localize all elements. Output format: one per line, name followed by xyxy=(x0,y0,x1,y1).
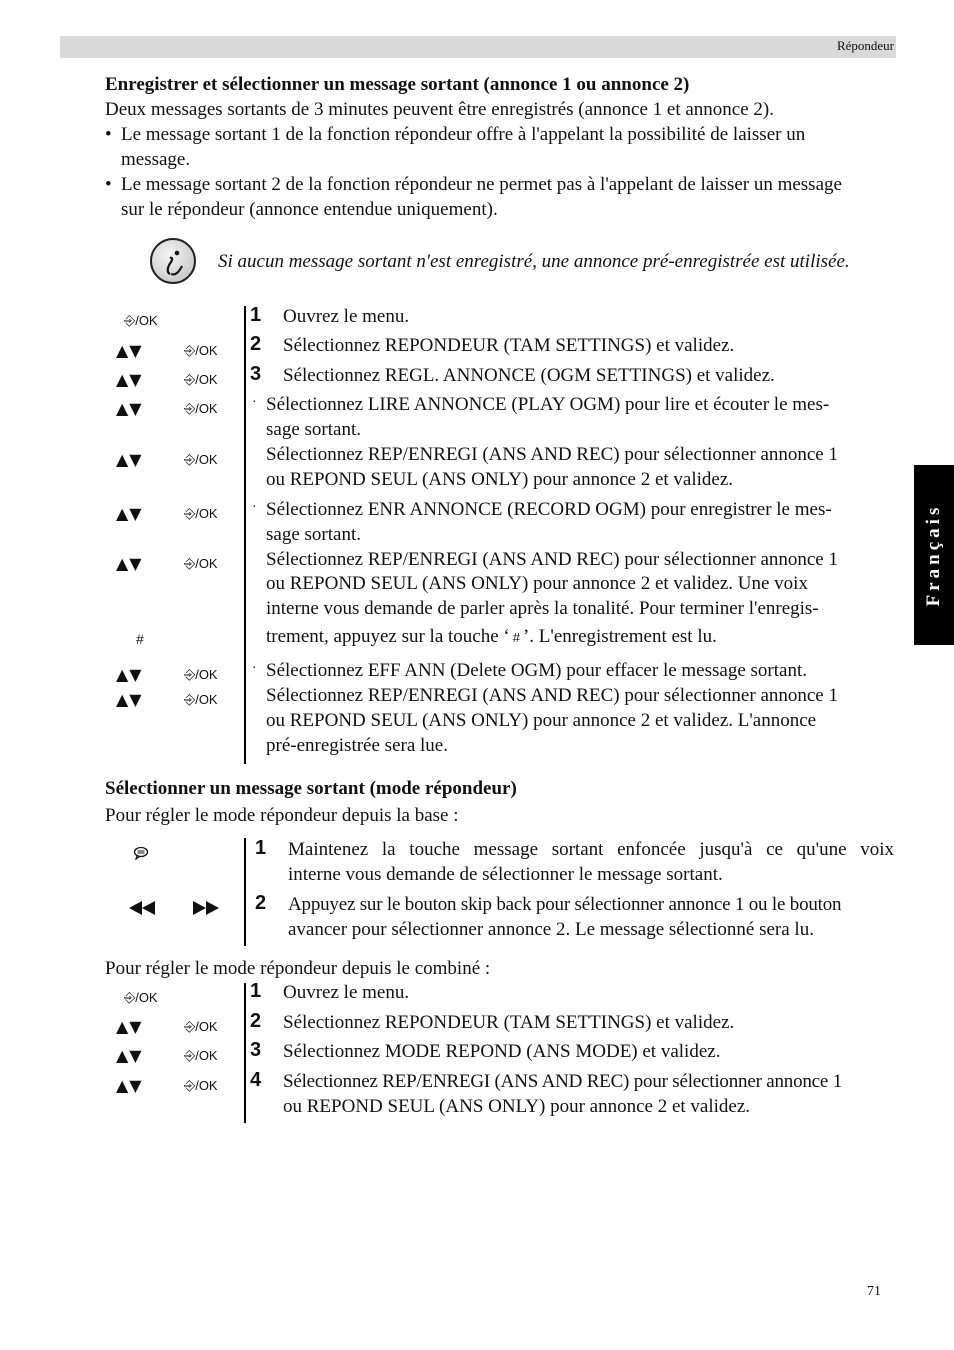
sub-text: Sélectionnez REP/ENREGI (ANS AND REC) pour sélectionner annonce 1 xyxy=(266,549,838,570)
step-text: Sélectionnez REGL. ANNONCE (OGM SETTINGS) et validez. xyxy=(283,365,775,386)
step-text: interne vous demande de sélectionner le message sortant. xyxy=(288,864,723,885)
ok-key-icon: ⎆/OK xyxy=(184,451,218,467)
ok-key-icon: ⎆/OK xyxy=(184,666,218,682)
ok-key-icon: ⎆/OK xyxy=(124,312,158,328)
up-down-arrows-icon: ▲▼ xyxy=(116,341,143,360)
section-intro: Deux messages sortants de 3 minutes peuvent être enregistrés (annonce 1 et annonce 2). xyxy=(105,99,774,120)
sub-text: Sélectionnez EFF ANN (Delete OGM) pour effacer le message sortant. xyxy=(266,660,807,681)
sub-text: Sélectionnez REP/ENREGI (ANS AND REC) pour sélectionner annonce 1 xyxy=(266,444,838,465)
step-divider xyxy=(244,838,246,946)
bullet-1-line-2: message. xyxy=(121,149,191,170)
step-text: Sélectionnez REP/ENREGI (ANS AND REC) pour sélectionner annonce 1 xyxy=(283,1071,842,1092)
up-down-arrows-icon: ▲▼ xyxy=(116,554,143,573)
ok-key-icon: ⎆/OK xyxy=(184,1047,218,1063)
language-tab-label: Français xyxy=(923,503,944,607)
sub-text: Sélectionnez LIRE ANNONCE (PLAY OGM) pour lire et écouter le mes- xyxy=(266,394,830,415)
hash-key-icon: # xyxy=(512,630,520,645)
header-title: Répondeur xyxy=(836,38,894,53)
step-number: 3 xyxy=(250,363,262,385)
step-divider xyxy=(244,306,246,764)
page-number: 71 xyxy=(867,1284,881,1299)
ok-key-icon: ⎆/OK xyxy=(184,505,218,521)
ok-key-icon: ⎆/OK xyxy=(184,342,218,358)
handset-intro: Pour régler le mode répondeur depuis le combiné : xyxy=(105,958,491,979)
sub-text: interne vous demande de parler après la tonalité. Pour terminer l'enregis- xyxy=(266,598,819,619)
forward-icon xyxy=(192,900,220,921)
step-text: ou REPOND SEUL (ANS ONLY) pour annonce 2 et validez. xyxy=(283,1096,751,1117)
step-divider xyxy=(244,983,246,1123)
header-bar xyxy=(60,36,896,58)
step-number: 4 xyxy=(250,1069,262,1091)
step-number: 1 xyxy=(255,837,267,859)
bullet-marker: • xyxy=(105,174,112,195)
sub-text: trement, appuyez sur la touche ‘ # ’. L'enregistrement est lu. xyxy=(266,626,717,647)
sub-text: Sélectionnez ENR ANNONCE (RECORD OGM) pour enregistrer le mes- xyxy=(266,499,832,520)
step-text: Maintenez la touche message sortant enfoncée jusqu'à ce qu'une voix xyxy=(288,839,894,860)
ok-key-icon: ⎆/OK xyxy=(184,400,218,416)
bullet-1-line-1: Le message sortant 1 de la fonction répondeur offre à l'appelant la possibilité de laisser un xyxy=(121,124,806,145)
step-number: 2 xyxy=(255,892,267,914)
sub-text: sage sortant. xyxy=(266,524,361,545)
rewind-icon xyxy=(128,900,156,921)
step-number: 2 xyxy=(250,333,262,355)
sub-bullet: · xyxy=(252,661,257,676)
step-text: Sélectionnez REPONDEUR (TAM SETTINGS) et validez. xyxy=(283,335,735,356)
step-text: Sélectionnez REPONDEUR (TAM SETTINGS) et validez. xyxy=(283,1012,735,1033)
up-down-arrows-icon: ▲▼ xyxy=(116,1046,143,1065)
sub-bullet: · xyxy=(252,500,257,515)
step-text: avancer pour sélectionner annonce 2. Le message sélectionné sera lu. xyxy=(288,919,814,940)
ok-key-icon: ⎆/OK xyxy=(184,1018,218,1034)
up-down-arrows-icon: ▲▼ xyxy=(116,1076,143,1095)
sub-text: Sélectionnez REP/ENREGI (ANS AND REC) pour sélectionner annonce 1 xyxy=(266,685,838,706)
up-down-arrows-icon: ▲▼ xyxy=(116,370,143,389)
up-down-arrows-icon: ▲▼ xyxy=(116,690,143,709)
up-down-arrows-icon: ▲▼ xyxy=(116,450,143,469)
ok-key-icon: ⎆/OK xyxy=(184,1077,218,1093)
bullet-marker: • xyxy=(105,124,112,145)
sub-text: ou REPOND SEUL (ANS ONLY) pour annonce 2 et validez. xyxy=(266,469,734,490)
step-number: 2 xyxy=(250,1010,262,1032)
note-text: Si aucun message sortant n'est enregistré, une annonce pré-enregistrée est utilisée. xyxy=(218,251,850,272)
step-text: Ouvrez le menu. xyxy=(283,982,410,1003)
ok-key-icon: ⎆/OK xyxy=(184,371,218,387)
sub-text: ou REPOND SEUL (ANS ONLY) pour annonce 2 et validez. Une voix xyxy=(266,573,808,594)
ok-key-icon: ⎆/OK xyxy=(184,555,218,571)
speech-bubble-icon xyxy=(133,846,149,865)
sub-text: ou REPOND SEUL (ANS ONLY) pour annonce 2 et validez. L'annonce xyxy=(266,710,817,731)
step-number: 3 xyxy=(250,1039,262,1061)
sub-text: sage sortant. xyxy=(266,419,361,440)
info-i-icon xyxy=(150,238,196,284)
hash-key-icon: # xyxy=(136,631,144,647)
sub-bullet: · xyxy=(252,395,257,410)
ok-key-icon: ⎆/OK xyxy=(184,691,218,707)
bullet-2-line-1: Le message sortant 2 de la fonction répondeur ne permet pas à l'appelant de laisser un message xyxy=(121,174,842,195)
ok-key-icon: ⎆/OK xyxy=(124,989,158,1005)
step-text: Appuyez sur le bouton skip back pour sélectionner annonce 1 ou le bouton xyxy=(288,894,842,915)
step-number: 1 xyxy=(250,980,262,1002)
up-down-arrows-icon: ▲▼ xyxy=(116,1017,143,1036)
bullet-2-line-2: sur le répondeur (annonce entendue uniquement). xyxy=(121,199,498,220)
base-intro: Pour régler le mode répondeur depuis la base : xyxy=(105,805,459,826)
language-tab xyxy=(914,465,954,645)
step-text: Ouvrez le menu. xyxy=(283,306,410,327)
up-down-arrows-icon: ▲▼ xyxy=(116,399,143,418)
up-down-arrows-icon: ▲▼ xyxy=(116,665,143,684)
step-number: 1 xyxy=(250,304,262,326)
section-title-record: Enregistrer et sélectionner un message sortant (annonce 1 ou annonce 2) xyxy=(105,74,690,95)
section-title-mode: Sélectionner un message sortant (mode répondeur) xyxy=(105,778,517,799)
step-text: Sélectionnez MODE REPOND (ANS MODE) et validez. xyxy=(283,1041,721,1062)
up-down-arrows-icon: ▲▼ xyxy=(116,504,143,523)
sub-text: pré-enregistrée sera lue. xyxy=(266,735,448,756)
